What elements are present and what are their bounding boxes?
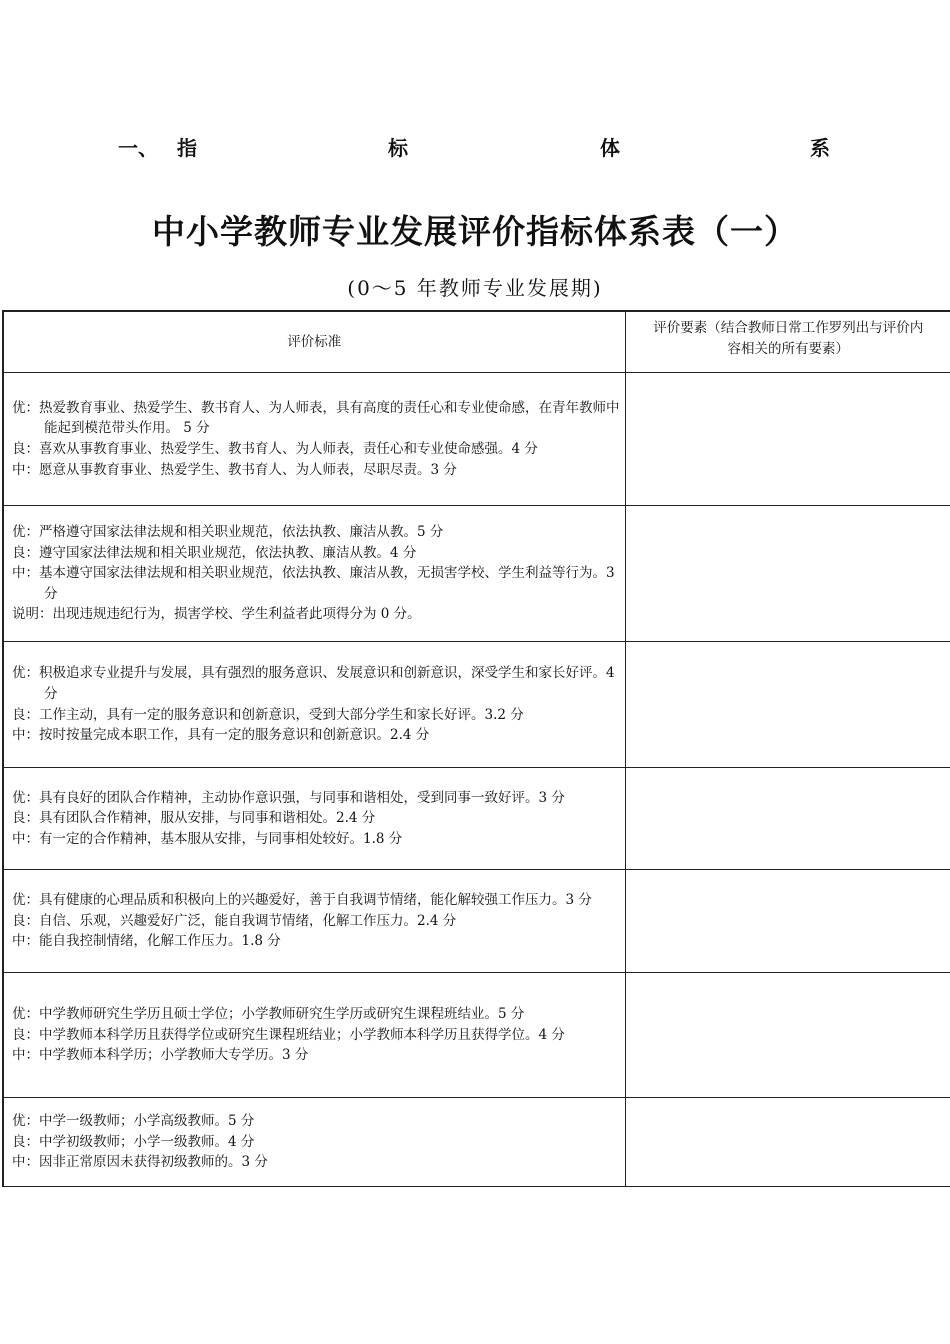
section-heading-char: 系 (810, 136, 830, 160)
section-heading (0, 132, 950, 162)
criteria-line: 优：具有良好的团队合作精神，主动协作意识强，与同事和谐相处，受到同事一致好评。3 分 (12, 789, 565, 806)
table-row (3, 373, 950, 506)
criteria-line: 优：具有健康的心理品质和积极向上的兴趣爱好，善于自我调节情绪，能化解较强工作压力。3 分 (12, 892, 592, 909)
criteria-line: 优：严格遵守国家法律法规和相关职业规范，依法执教、廉洁从教。5 分 (12, 524, 444, 541)
criteria-cell (3, 768, 625, 870)
elements-cell[interactable] (625, 642, 950, 768)
criteria-line: 良：中学初级教师；小学一级教师。4 分 (12, 1133, 255, 1150)
criteria-cell (3, 506, 625, 642)
criteria-line: 良：遵守国家法律法规和相关职业规范，依法执教、廉洁从教。4 分 (12, 544, 417, 561)
page-title: 中小学教师专业发展评价指标体系表（一） (152, 212, 798, 251)
table-row (3, 973, 950, 1098)
criteria-cell (3, 973, 625, 1098)
criteria-cell (3, 642, 625, 768)
criteria-header (3, 311, 625, 373)
section-heading-char: 标 (388, 136, 408, 160)
evaluation-table (2, 310, 950, 1187)
elements-cell[interactable] (625, 870, 950, 973)
criteria-line: 良：喜欢从事教育事业、热爱学生、教书育人、为人师表，责任心和专业使命感强。4 分 (12, 441, 538, 457)
criteria-line: 中：有一定的合作精神，基本服从安排，与同事相处较好。1.8 分 (12, 830, 403, 847)
criteria-cell (3, 1098, 625, 1187)
elements-header-line: 评价要素（结合教师日常工作罗列出与评价内 (653, 320, 924, 337)
criteria-line: 良：中学教师本科学历且获得学位或研究生课程班结业；小学教师本科学历且获得学位。4 分 (12, 1026, 565, 1043)
criteria-cell (3, 373, 625, 506)
table-row (3, 870, 950, 973)
criteria-header-label: 评价标准 (287, 333, 342, 350)
criteria-line: 中：因非正常原因未获得初级教师的。3 分 (12, 1154, 268, 1171)
table-row (3, 1098, 950, 1187)
criteria-line: 说明：出现违规违纪行为，损害学校、学生利益者此项得分为 0 分。 (12, 606, 421, 623)
criteria-line: 良：工作主动，具有一定的服务意识和创新意识，受到大部分学生和家长好评。3.2 分 (12, 706, 524, 723)
section-heading-char: 指 (177, 136, 197, 160)
criteria-cell (3, 870, 625, 973)
elements-header (625, 311, 950, 373)
elements-cell[interactable] (625, 1098, 950, 1187)
criteria-line: 优：中学一级教师；小学高级教师。5 分 (12, 1113, 255, 1130)
page-subtitle: (0～5 年教师专业发展期) (347, 276, 603, 300)
section-heading-char: 体 (600, 136, 620, 160)
criteria-line: 优：热爱教育事业、热爱学生、教书育人、为人师表，具有高度的责任心和专业使命感，在青年教师中能起到模范带头作用。 5 分 (12, 399, 620, 437)
criteria-line: 中：按时按量完成本职工作，具有一定的服务意识和创新意识。2.4 分 (12, 727, 430, 744)
table-row (3, 506, 950, 642)
criteria-line: 中：能自我控制情绪，化解工作压力。1.8 分 (12, 933, 281, 950)
criteria-line: 良：具有团队合作精神，服从安排，与同事和谐相处。2.4 分 (12, 810, 376, 827)
elements-cell[interactable] (625, 768, 950, 870)
table-row (3, 768, 950, 870)
elements-cell[interactable] (625, 973, 950, 1098)
table-row (3, 642, 950, 768)
elements-cell[interactable] (625, 506, 950, 642)
criteria-line: 中：中学教师本科学历；小学教师大专学历。3 分 (12, 1047, 309, 1064)
elements-cell[interactable] (625, 373, 950, 506)
criteria-line: 中：愿意从事教育事业、热爱学生、教书育人、为人师表，尽职尽责。3 分 (12, 461, 457, 478)
criteria-line: 良：自信、乐观，兴趣爱好广泛，能自我调节情绪，化解工作压力。2.4 分 (12, 912, 457, 929)
table-header-row (3, 311, 950, 373)
section-heading-char: 一、 (118, 136, 158, 160)
criteria-line: 中：基本遵守国家法律法规和相关职业规范，依法执教、廉洁从教，无损害学校、学生利益等行为。3 分 (12, 565, 615, 602)
elements-header-line: 容相关的所有要素） (727, 341, 849, 357)
criteria-line: 优：积极追求专业提升与发展，具有强烈的服务意识、发展意识和创新意识，深受学生和家长好评。4 分 (12, 665, 615, 702)
criteria-line: 优：中学教师研究生学历且硕士学位；小学教师研究生学历或研究生课程班结业。5 分 (12, 1006, 525, 1023)
